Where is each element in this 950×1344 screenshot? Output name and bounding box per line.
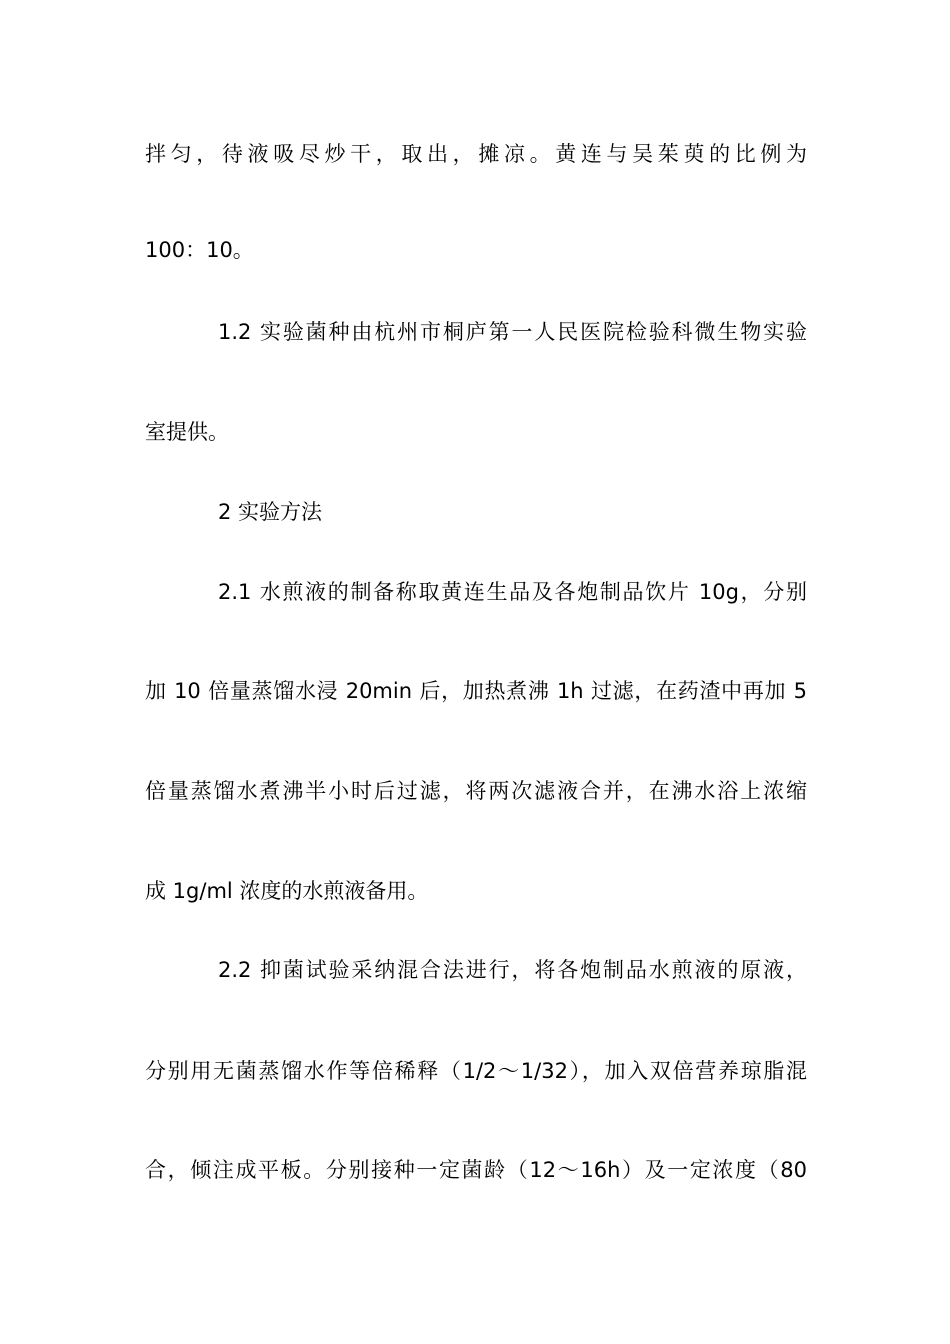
paragraph-line-10: 2.2 抑菌试验采纳混合法进行，将各炮制品水煎液的原液， [218, 958, 807, 982]
paragraph-line-12: 合，倾注成平板。分别接种一定菌龄（12～16h）及一定浓度（80 [145, 1158, 807, 1182]
paragraph-line-6: 2.1 水煎液的制备称取黄连生品及各炮制品饮片 10g，分别 [218, 580, 807, 604]
paragraph-line-9: 成 1g/ml 浓度的水煎液备用。 [145, 879, 429, 903]
paragraph-line-11: 分别用无菌蒸馏水作等倍稀释（1/2～1/32），加入双倍营养琼脂混 [145, 1059, 807, 1083]
section-heading: 2 实验方法 [218, 500, 323, 524]
paragraph-line-3: 1.2 实验菌种由杭州市桐庐第一人民医院检验科微生物实验 [218, 320, 807, 344]
paragraph-line-2: 100：10。 [145, 238, 254, 262]
paragraph-line-7: 加 10 倍量蒸馏水浸 20min 后，加热煮沸 1h 过滤，在药渣中再加 5 [145, 679, 807, 703]
paragraph-line-4: 室提供。 [145, 420, 229, 444]
paragraph-line-8: 倍量蒸馏水煮沸半小时后过滤，将两次滤液合并，在沸水浴上浓缩 [145, 779, 807, 803]
paragraph-line-1: 拌匀，待液吸尽炒干，取出，摊凉。黄连与吴茱萸的比例为 [145, 142, 807, 166]
